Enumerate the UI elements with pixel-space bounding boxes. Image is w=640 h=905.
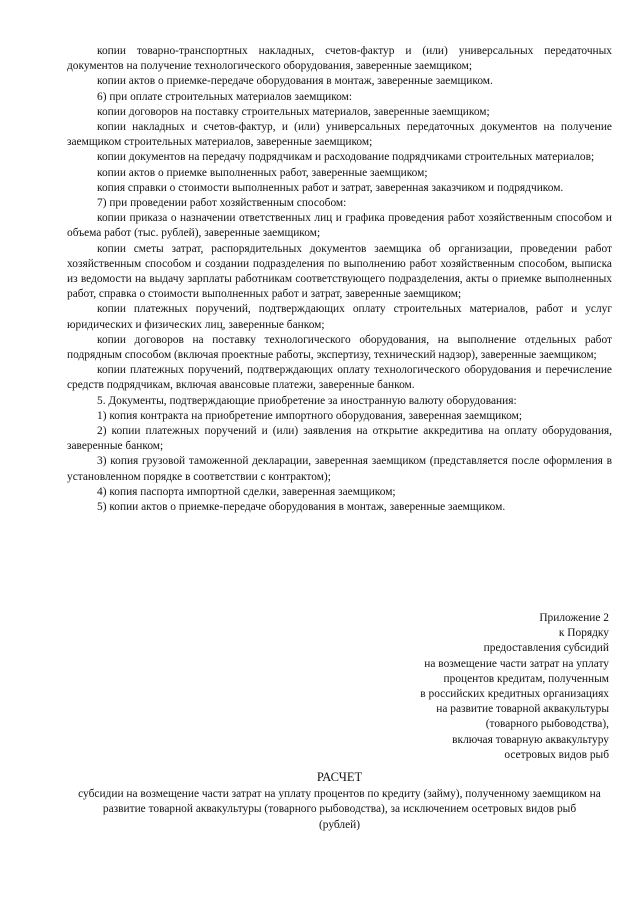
body-paragraph: копии сметы затрат, распорядительных документов заемщика об организации, проведении работ хозяйственным способом и создании подразделения по выполнению работ хозяйственным способом, выписка из ведомости на выдачу зарплаты работникам соответствующего подразделения, акты о приемке выполненных работ, справка о стоимости выполненных работ и затрат, заверенные заемщиком; — [67, 242, 612, 301]
body-paragraph: копии договоров на поставку технологического оборудования, на выполнение отдельных работ подрядным способом (включая проектные работы, экспертизу, технический надзор), заверенные заемщиком; — [67, 333, 612, 362]
body-paragraph: копии актов о приемке выполненных работ, заверенные заемщиком; — [97, 166, 428, 179]
appendix-line: процентов кредитам, полученным — [443, 672, 609, 685]
body-paragraph: 5. Документы, подтверждающие приобретение за иностранную валюту оборудования: — [97, 394, 517, 407]
body-paragraph: копии документов на передачу подрядчикам и расходование подрядчиками строительных материалов; — [97, 151, 595, 164]
appendix-line: на развитие товарной аквакультуры — [436, 703, 609, 716]
appendix-line: на возмещение части затрат на уплату — [424, 657, 609, 670]
body-paragraph: копия справки о стоимости выполненных работ и затрат, заверенная заказчиком и подрядчиком. — [97, 181, 564, 194]
body-paragraph: копии договоров на поставку строительных материалов, заверенные заемщиком; — [97, 105, 490, 118]
appendix-line: Приложение 2 — [539, 612, 609, 624]
body-paragraph: копии приказа о назначении ответственных лиц и графика проведения работ хозяйственным способом и объема работ (тыс. рублей), заверенные заемщиком; — [67, 212, 612, 240]
body-paragraph: 4) копия паспорта импортной сделки, заверенная заемщиком; — [97, 485, 396, 498]
appendix-line: предоставления субсидий — [483, 642, 609, 655]
body-paragraph: копии товарно-транспортных накладных, счетов-фактур и (или) универсальных передаточных документов на получение технологического оборудования, заверенные заемщиком; — [67, 45, 612, 73]
calculation-heading — [67, 770, 612, 833]
appendix-header — [420, 611, 609, 763]
body-paragraph: копии актов о приемке-передаче оборудования в монтаж, заверенные заемщиком. — [97, 75, 493, 88]
appendix-line: включая товарную аквакультуру — [452, 733, 609, 746]
appendix-line: (товарного рыбоводства), — [485, 718, 609, 731]
body-paragraph: копии накладных и счетов-фактур, и (или) универсальных передаточных документов на получение заемщиком строительных материалов, заверенные заемщиком; — [67, 121, 612, 149]
body-paragraph: 7) при проведении работ хозяйственным способом: — [97, 197, 347, 210]
calculation-unit: (рублей) — [318, 818, 361, 831]
calculation-subtitle: субсидии на возмещение части затрат на уплату процентов по кредиту (займу), полученному заемщиком на развитие товарной аквакультуры (товарного рыбоводства), за исключением осетровых видов рыб — [78, 788, 601, 816]
body-paragraph: копии платежных поручений, подтверждающих оплату технологического оборудования и перечисление средств подрядчикам, включая авансовые платежи, заверенные банком. — [67, 364, 612, 392]
appendix-line: в российских кредитных организациях — [420, 688, 609, 701]
body-paragraph: 2) копии платежных поручений и (или) заявления на открытие аккредитива на оплату оборудования, заверенные банком; — [67, 425, 612, 453]
body-paragraph: 5) копии актов о приемке-передаче оборудования в монтаж, заверенные заемщиком. — [97, 501, 506, 514]
appendix-line: осетровых видов рыб — [504, 748, 609, 761]
body-paragraph: 1) копия контракта на приобретение импортного оборудования, заверенная заемщиком; — [97, 409, 522, 422]
body-paragraph: 6) при оплате строительных материалов заемщиком: — [97, 90, 353, 103]
appendix-line: к Порядку — [558, 627, 609, 640]
calculation-title: РАСЧЕТ — [316, 770, 363, 784]
body-paragraph: 3) копия грузовой таможенной декларации, заверенная заемщиком (представляется после оформления в установленном порядке в соответствии с контрактом); — [67, 455, 612, 483]
document-body — [67, 44, 612, 515]
body-paragraph: копии платежных поручений, подтверждающих оплату строительных материалов, работ и услуг юридических и физических лиц, заверенные банком; — [67, 303, 612, 331]
